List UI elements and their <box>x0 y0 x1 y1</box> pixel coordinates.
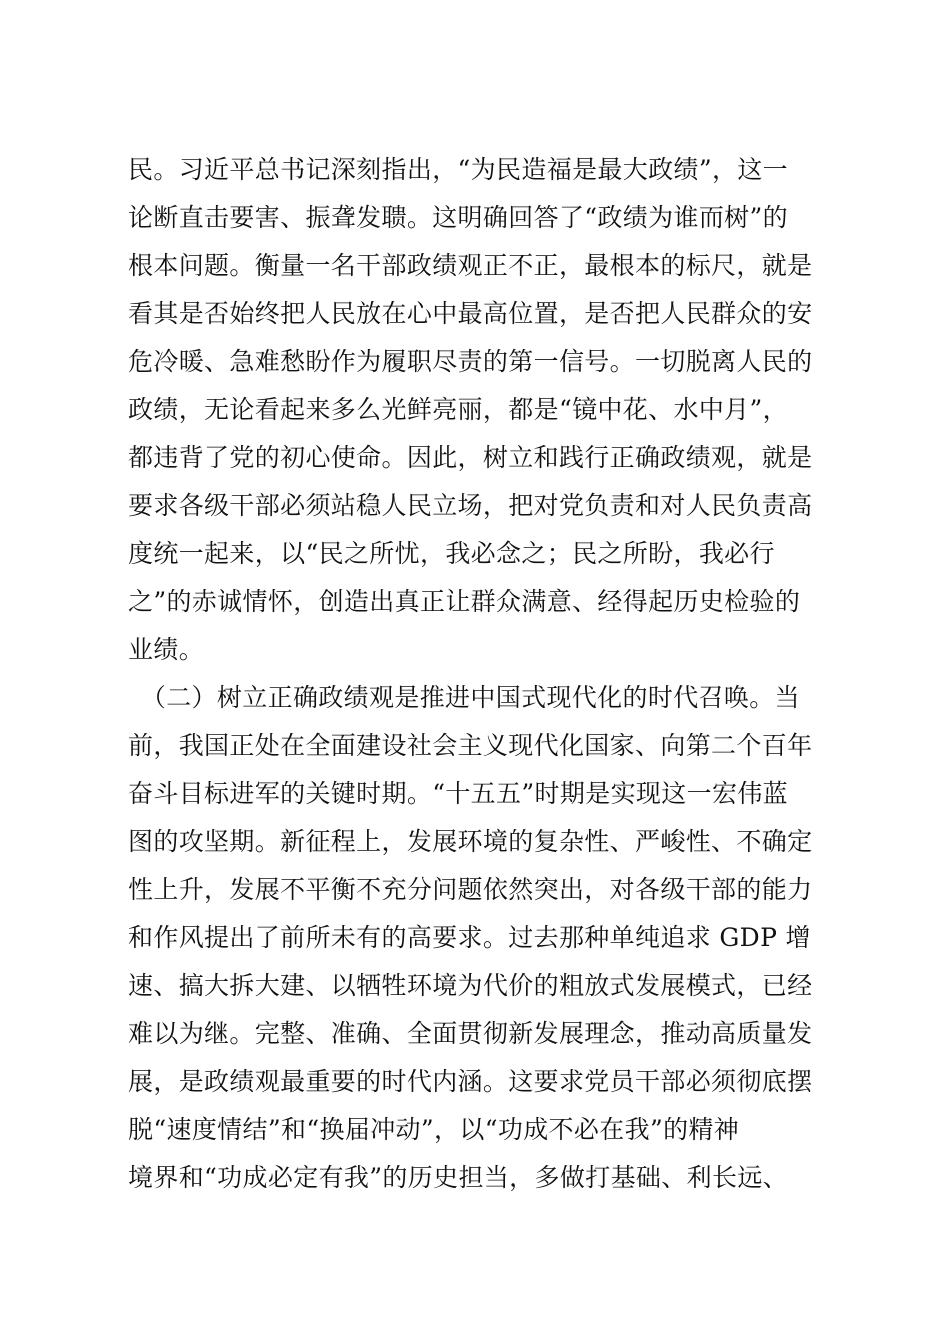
text-line-17: 和作风提出了前所未有的高要求。过去那种单纯追求 GDP 增 <box>128 923 811 952</box>
section-heading-line: （二）树立正确政绩观是推进中国式现代化的时代召唤。当 <box>128 683 800 712</box>
text-line-19: 难以为继。完整、准确、全面贯彻新发展理念，推动高质量发 <box>128 1019 813 1048</box>
text-line-2: 论断直击要害、振聋发聩。这明确回答了“政绩为谁而树”的 <box>128 203 789 232</box>
text-line-7: 都违背了党的初心使命。因此，树立和践行正确政绩观，就是 <box>128 443 813 472</box>
text-line-1: 民。习近平总书记深刻指出，“为民造福是最大政绩”，这一 <box>128 155 789 184</box>
text-line-13: 前，我国正处在全面建设社会主义现代化国家、向第二个百年 <box>128 731 813 760</box>
body-text <box>128 146 828 1202</box>
text-line-20: 展，是政绩观最重要的时代内涵。这要求党员干部必须彻底摆 <box>128 1067 813 1096</box>
text-line-10: 之”的赤诚情怀，创造出真正让群众满意、经得起历史检验的 <box>128 587 801 616</box>
text-line-18: 速、搞大拆大建、以牺牲环境为代价的粗放式发展模式，已经 <box>128 971 813 1000</box>
text-line-14: 奋斗目标进军的关键时期。“十五五”时期是实现这一宏伟蓝 <box>128 779 789 808</box>
text-line-15: 图的攻坚期。新征程上，发展环境的复杂性、严峻性、不确定 <box>128 827 813 856</box>
text-line-8: 要求各级干部必须站稳人民立场，把对党负责和对人民负责高 <box>128 491 813 520</box>
text-line-4: 看其是否始终把人民放在心中最高位置，是否把人民群众的安 <box>128 299 813 328</box>
text-line-3: 根本问题。衡量一名干部政绩观正不正，最根本的标尺，就是 <box>128 251 813 280</box>
text-line-21: 脱“速度情结”和“换届冲动”，以“功成不必在我”的精神 <box>128 1115 740 1144</box>
text-line-6: 政绩，无论看起来多么光鲜亮丽，都是“镜中花、水中月”， <box>128 395 789 424</box>
text-line-16: 性上升，发展不平衡不充分问题依然突出，对各级干部的能力 <box>128 875 813 904</box>
text-line-22: 境界和“功成必定有我”的历史担当，多做打基础、利长远、 <box>128 1163 789 1192</box>
text-line-11: 业绩。 <box>128 635 205 664</box>
text-line-5: 危冷暖、急难愁盼作为履职尽责的第一信号。一切脱离人民的 <box>128 347 813 376</box>
text-line-9: 度统一起来，以“民之所忧，我必念之；民之所盼，我必行 <box>128 539 775 568</box>
